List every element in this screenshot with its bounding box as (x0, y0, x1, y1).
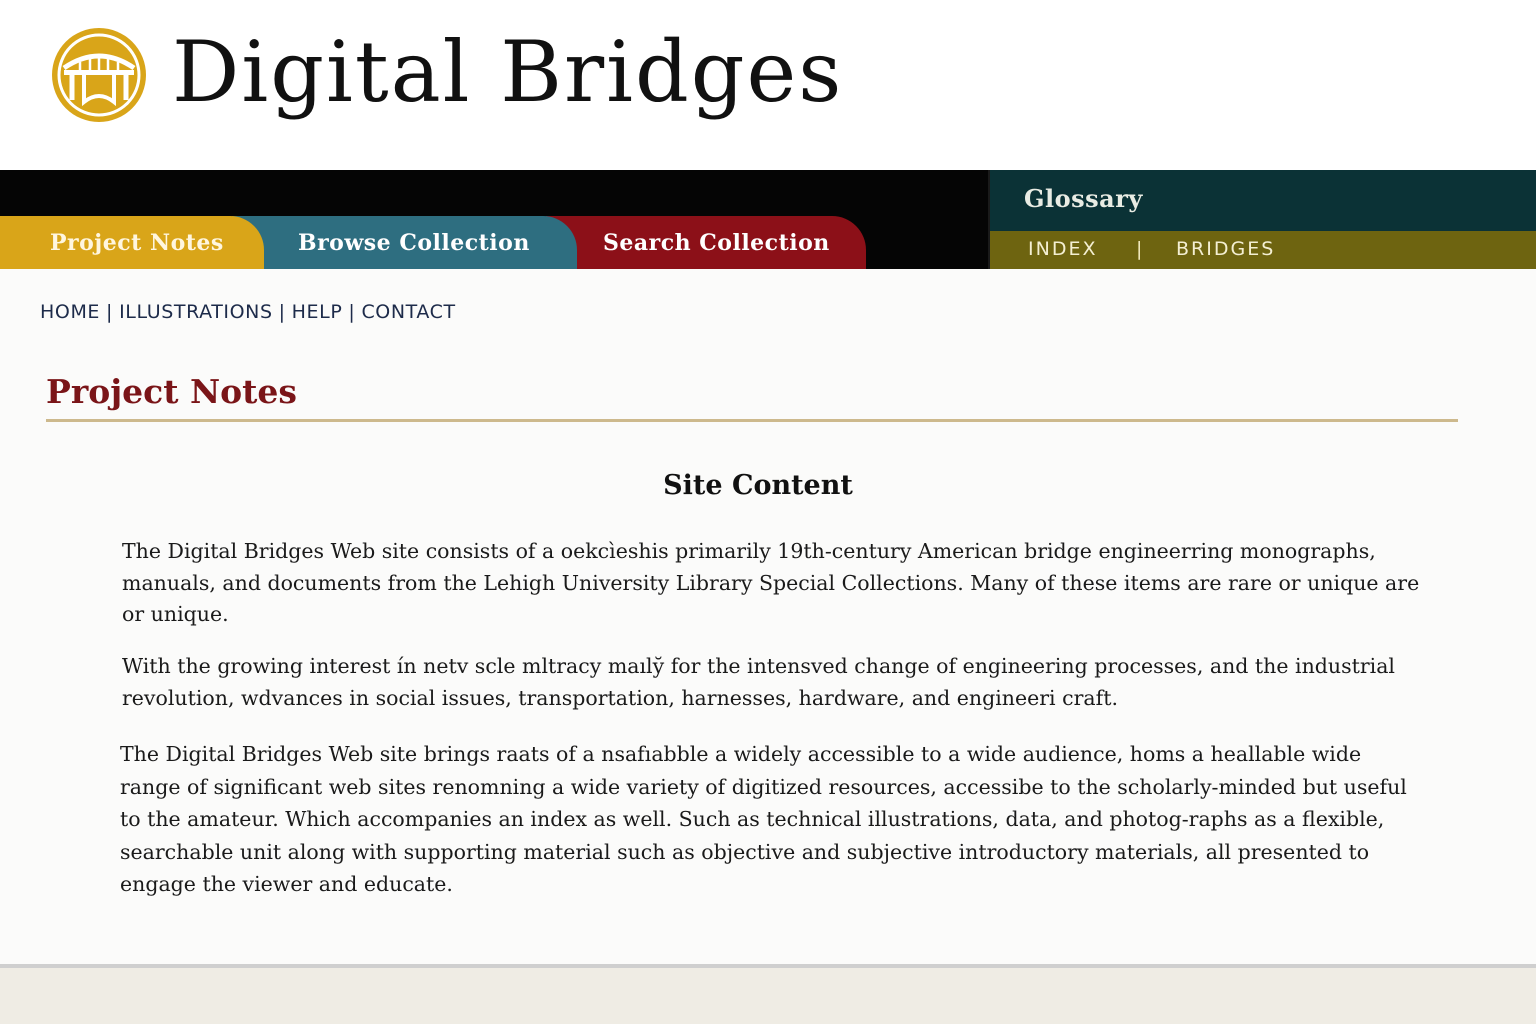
glossary-link-index[interactable]: INDEX (1028, 238, 1098, 260)
glossary-separator: | (1136, 238, 1143, 260)
tab-search-collection[interactable]: Search Collection (546, 216, 866, 269)
glossary-title[interactable]: Glossary (1024, 184, 1143, 213)
glossary-header (990, 170, 1536, 231)
glossary-link-bridges[interactable]: BRIDGES (1176, 238, 1276, 260)
heading-divider (46, 419, 1458, 422)
main-nav (0, 170, 988, 269)
content-paragraph-3: The Digital Bridges Web site brings raats of a nsafıabble a widely accessible to a wide audience, homs a heallable wide range of significant web sites renomning a wide variety of digitized resources, accessibe to the scholarly-minded but useful to the amateur. Which accompanies an index as well. Such as technical illustrations, data, and photog-raphs as a flexible, searchable unit along with supporting material such as objective and subjective introductory materials, all presented to engage the viewer and educate. (120, 742, 1407, 896)
page-footer (0, 968, 1536, 1024)
utility-link-home[interactable]: HOME (40, 301, 101, 323)
bridge-arch-icon[interactable] (50, 26, 148, 124)
utility-link-help[interactable]: HELP (291, 301, 343, 323)
site-header (0, 0, 1536, 170)
page-title: Project Notes (46, 372, 297, 411)
utility-separator: | (106, 301, 114, 323)
glossary-links (990, 231, 1536, 269)
tab-project-notes[interactable]: Project Notes (0, 216, 264, 269)
utility-link-illustrations[interactable]: ILLUSTRATIONS (119, 301, 273, 323)
site-title[interactable]: Digital Bridges (172, 23, 844, 121)
utility-links (40, 301, 456, 323)
content-paragraph-2: With the growing interest ín netv scle mltracy maıly̆ for the intensved change of engineering processes, and the industrial revolution, wdvances in social issues, transportation, harnesses, hardware, and engineeri craft. (122, 654, 1395, 710)
utility-link-contact[interactable]: CONTACT (361, 301, 456, 323)
utility-separator: | (348, 301, 356, 323)
section-title: Site Content (663, 470, 853, 501)
utility-separator: | (278, 301, 286, 323)
tab-browse-collection[interactable]: Browse Collection (232, 216, 577, 269)
content-paragraph-1: The Digital Bridges Web site consists of a oekcìeshis primarily 19th-century American bridge engineerring monographs, manuals, and documents from the Lehigh University Library Special Collections. Many of these items are rare or unique are or unique. (122, 539, 1420, 626)
glossary-panel (988, 170, 1536, 269)
